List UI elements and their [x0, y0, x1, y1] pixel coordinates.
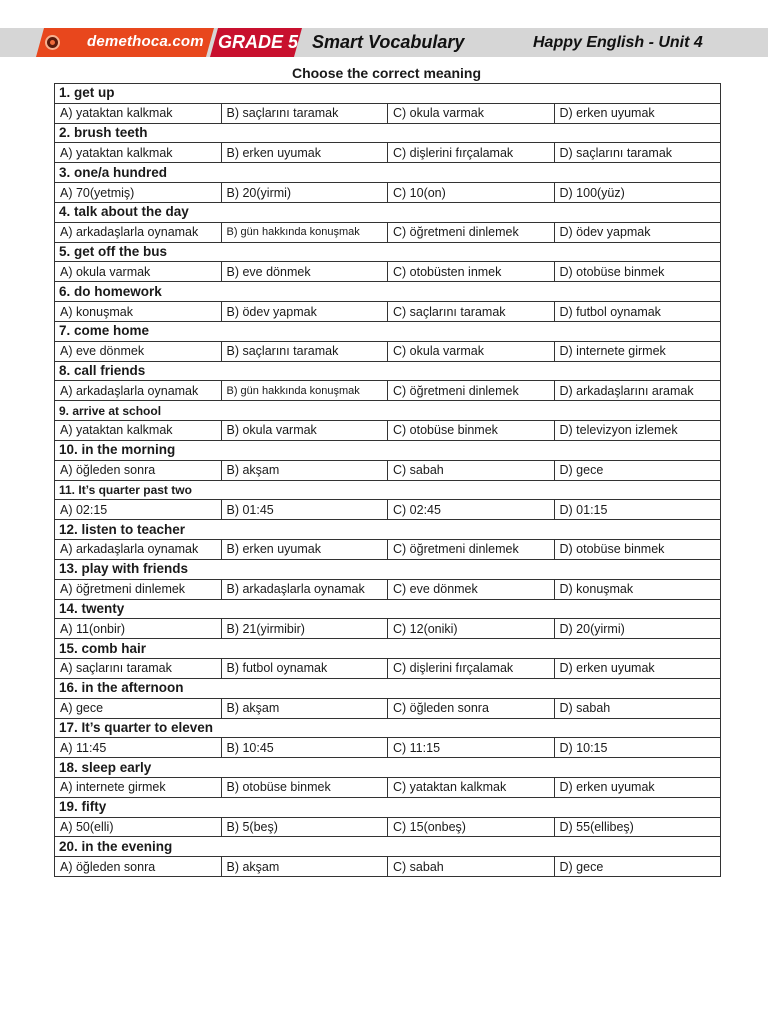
- option-d[interactable]: D) saçlarını taramak: [554, 143, 721, 163]
- option-b[interactable]: B) okula varmak: [221, 421, 388, 441]
- site-name: demethoca.com: [87, 33, 204, 50]
- options-row: [55, 341, 721, 361]
- option-d[interactable]: D) 01:15: [554, 500, 721, 520]
- question-text: 10. in the morning: [55, 440, 721, 460]
- option-b[interactable]: B) akşam: [221, 857, 388, 877]
- option-a[interactable]: A) öğretmeni dinlemek: [55, 579, 222, 599]
- question-row: [55, 282, 721, 302]
- question-text: 16. in the afternoon: [55, 678, 721, 698]
- options-row: [55, 777, 721, 797]
- options-row: [55, 857, 721, 877]
- question-row: [55, 520, 721, 540]
- option-b[interactable]: B) gün hakkında konuşmak: [221, 222, 388, 242]
- option-d[interactable]: D) otobüse binmek: [554, 262, 721, 282]
- option-b[interactable]: B) eve dönmek: [221, 262, 388, 282]
- question-row: [55, 718, 721, 738]
- question-text: 14. twenty: [55, 599, 721, 619]
- option-b[interactable]: B) ödev yapmak: [221, 302, 388, 322]
- question-row: [55, 361, 721, 381]
- option-c[interactable]: C) 10(on): [388, 183, 555, 203]
- option-a[interactable]: A) 50(elli): [55, 817, 222, 837]
- options-row: [55, 500, 721, 520]
- option-c[interactable]: C) öğretmeni dinlemek: [388, 381, 555, 401]
- question-text: 2. brush teeth: [55, 123, 721, 143]
- question-text: 7. come home: [55, 321, 721, 341]
- question-text: 5. get off the bus: [55, 242, 721, 262]
- option-a[interactable]: A) öğleden sonra: [55, 460, 222, 480]
- option-c[interactable]: C) öğretmeni dinlemek: [388, 540, 555, 560]
- option-d[interactable]: D) 55(ellibeş): [554, 817, 721, 837]
- option-c[interactable]: C) sabah: [388, 460, 555, 480]
- option-b[interactable]: B) otobüse binmek: [221, 777, 388, 797]
- option-d[interactable]: D) gece: [554, 460, 721, 480]
- option-c[interactable]: C) 11:15: [388, 738, 555, 758]
- option-b[interactable]: B) akşam: [221, 698, 388, 718]
- option-c[interactable]: C) saçlarını taramak: [388, 302, 555, 322]
- option-c[interactable]: C) 12(oniki): [388, 619, 555, 639]
- option-a[interactable]: A) arkadaşlarla oynamak: [55, 381, 222, 401]
- option-b[interactable]: B) 01:45: [221, 500, 388, 520]
- option-d[interactable]: D) 10:15: [554, 738, 721, 758]
- options-row: [55, 540, 721, 560]
- question-row: [55, 242, 721, 262]
- quiz-table: [54, 83, 721, 877]
- options-row: [55, 381, 721, 401]
- question-row: [55, 401, 721, 421]
- question-text: 6. do homework: [55, 282, 721, 302]
- question-row: [55, 678, 721, 698]
- option-b[interactable]: B) 21(yirmibir): [221, 619, 388, 639]
- grade-label: GRADE 5: [218, 32, 299, 52]
- instruction-heading: Choose the correct meaning: [291, 65, 482, 81]
- question-text: 20. in the evening: [55, 837, 721, 857]
- question-text: 18. sleep early: [55, 758, 721, 778]
- option-d[interactable]: D) internete girmek: [554, 341, 721, 361]
- question-row: [55, 559, 721, 579]
- option-c[interactable]: C) öğleden sonra: [388, 698, 555, 718]
- option-a[interactable]: A) internete girmek: [55, 777, 222, 797]
- option-d[interactable]: D) otobüse binmek: [554, 540, 721, 560]
- logo-icon: [45, 35, 60, 50]
- option-c[interactable]: C) okula varmak: [388, 341, 555, 361]
- unit-label: Happy English - Unit 4: [533, 34, 703, 51]
- options-row: [55, 579, 721, 599]
- question-text: 13. play with friends: [55, 559, 721, 579]
- option-a[interactable]: A) eve dönmek: [55, 341, 222, 361]
- option-c[interactable]: C) 15(onbeş): [388, 817, 555, 837]
- question-text: 9. arrive at school: [55, 401, 721, 421]
- option-c[interactable]: C) dişlerini fırçalamak: [388, 143, 555, 163]
- option-c[interactable]: C) yataktan kalkmak: [388, 777, 555, 797]
- option-d[interactable]: D) erken uyumak: [554, 103, 721, 123]
- options-row: [55, 103, 721, 123]
- option-a[interactable]: A) yataktan kalkmak: [55, 103, 222, 123]
- option-c[interactable]: C) 02:45: [388, 500, 555, 520]
- option-a[interactable]: A) 11(onbir): [55, 619, 222, 639]
- question-row: [55, 321, 721, 341]
- option-b[interactable]: B) 5(beş): [221, 817, 388, 837]
- option-c[interactable]: C) dişlerini fırçalamak: [388, 659, 555, 679]
- question-text: 17. It’s quarter to eleven: [55, 718, 721, 738]
- option-c[interactable]: C) otobüse binmek: [388, 421, 555, 441]
- options-row: [55, 421, 721, 441]
- question-row: [55, 797, 721, 817]
- option-b[interactable]: B) gün hakkında konuşmak: [221, 381, 388, 401]
- option-d[interactable]: D) sabah: [554, 698, 721, 718]
- option-a[interactable]: A) 70(yetmiş): [55, 183, 222, 203]
- option-a[interactable]: A) 11:45: [55, 738, 222, 758]
- option-a[interactable]: A) yataktan kalkmak: [55, 143, 222, 163]
- question-row: [55, 758, 721, 778]
- option-c[interactable]: C) sabah: [388, 857, 555, 877]
- option-d[interactable]: D) arkadaşlarını aramak: [554, 381, 721, 401]
- question-text: 19. fifty: [55, 797, 721, 817]
- option-b[interactable]: B) futbol oynamak: [221, 659, 388, 679]
- question-text: 11. It’s quarter past two: [55, 480, 721, 500]
- option-b[interactable]: B) arkadaşlarla oynamak: [221, 579, 388, 599]
- option-b[interactable]: B) erken uyumak: [221, 540, 388, 560]
- question-row: [55, 123, 721, 143]
- option-d[interactable]: D) konuşmak: [554, 579, 721, 599]
- question-text: 15. comb hair: [55, 639, 721, 659]
- question-row: [55, 639, 721, 659]
- option-b[interactable]: B) saçlarını taramak: [221, 341, 388, 361]
- header-bar: [0, 28, 768, 57]
- option-a[interactable]: A) saçlarını taramak: [55, 659, 222, 679]
- question-text: 12. listen to teacher: [55, 520, 721, 540]
- option-a[interactable]: A) okula varmak: [55, 262, 222, 282]
- question-text: 4. talk about the day: [55, 202, 721, 222]
- options-row: [55, 262, 721, 282]
- options-row: [55, 222, 721, 242]
- question-row: [55, 163, 721, 183]
- option-d[interactable]: D) futbol oynamak: [554, 302, 721, 322]
- option-d[interactable]: D) erken uyumak: [554, 659, 721, 679]
- option-d[interactable]: D) erken uyumak: [554, 777, 721, 797]
- option-a[interactable]: A) konuşmak: [55, 302, 222, 322]
- options-row: [55, 460, 721, 480]
- question-row: [55, 84, 721, 104]
- option-a[interactable]: A) 02:15: [55, 500, 222, 520]
- option-c[interactable]: C) eve dönmek: [388, 579, 555, 599]
- options-row: [55, 302, 721, 322]
- option-a[interactable]: A) yataktan kalkmak: [55, 421, 222, 441]
- option-d[interactable]: D) televizyon izlemek: [554, 421, 721, 441]
- options-row: [55, 698, 721, 718]
- question-row: [55, 599, 721, 619]
- question-row: [55, 837, 721, 857]
- options-row: [55, 619, 721, 639]
- option-a[interactable]: A) öğleden sonra: [55, 857, 222, 877]
- question-text: 1. get up: [55, 84, 721, 104]
- option-b[interactable]: B) saçlarını taramak: [221, 103, 388, 123]
- option-b[interactable]: B) 10:45: [221, 738, 388, 758]
- question-row: [55, 202, 721, 222]
- option-c[interactable]: C) öğretmeni dinlemek: [388, 222, 555, 242]
- option-b[interactable]: B) akşam: [221, 460, 388, 480]
- quiz-body: [55, 84, 721, 877]
- question-row: [55, 440, 721, 460]
- option-b[interactable]: B) 20(yirmi): [221, 183, 388, 203]
- option-c[interactable]: C) okula varmak: [388, 103, 555, 123]
- options-row: [55, 659, 721, 679]
- option-d[interactable]: D) gece: [554, 857, 721, 877]
- option-a[interactable]: A) arkadaşlarla oynamak: [55, 540, 222, 560]
- option-d[interactable]: D) 20(yirmi): [554, 619, 721, 639]
- option-d[interactable]: D) ödev yapmak: [554, 222, 721, 242]
- question-text: 3. one/a hundred: [55, 163, 721, 183]
- options-row: [55, 143, 721, 163]
- options-row: [55, 183, 721, 203]
- options-row: [55, 738, 721, 758]
- question-row: [55, 480, 721, 500]
- option-c[interactable]: C) otobüsten inmek: [388, 262, 555, 282]
- question-text: 8. call friends: [55, 361, 721, 381]
- option-b[interactable]: B) erken uyumak: [221, 143, 388, 163]
- option-a[interactable]: A) gece: [55, 698, 222, 718]
- option-a[interactable]: A) arkadaşlarla oynamak: [55, 222, 222, 242]
- worksheet-title: Smart Vocabulary: [312, 32, 465, 52]
- option-d[interactable]: D) 100(yüz): [554, 183, 721, 203]
- options-row: [55, 817, 721, 837]
